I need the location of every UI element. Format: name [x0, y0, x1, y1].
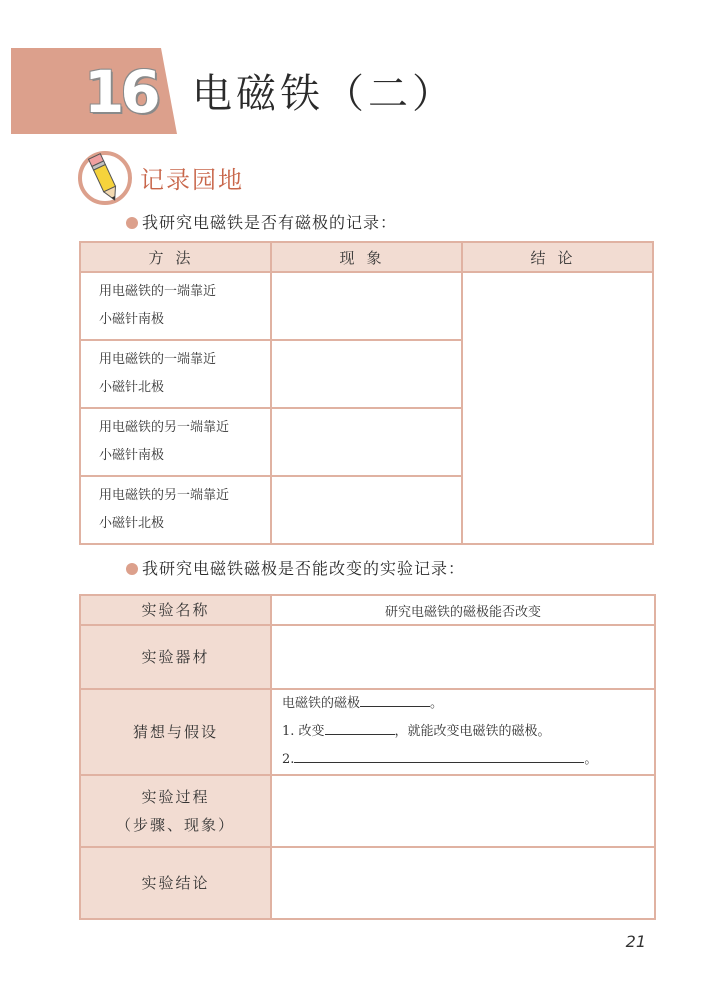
method-cell: [80, 340, 271, 408]
table-row: [80, 272, 653, 340]
table-row: [80, 847, 655, 919]
phenomenon-cell[interactable]: [271, 476, 462, 544]
method-line: 小磁针南极: [99, 312, 165, 327]
bullet-icon: [126, 563, 138, 575]
hypothesis-text: 电磁铁的磁极: [282, 696, 361, 711]
method-line: 用电磁铁的一端靠近: [99, 284, 217, 299]
phenomenon-cell[interactable]: [271, 272, 462, 340]
fill-blank[interactable]: [360, 690, 430, 707]
record1-heading-line: [126, 211, 397, 235]
process-label-line: 实验过程: [141, 788, 210, 806]
method-line: 用电磁铁的另一端靠近: [99, 488, 230, 503]
hypothesis-label: 猜想与假设: [80, 689, 271, 775]
process-label: [80, 775, 271, 847]
hypothesis-text: 。: [584, 752, 598, 767]
materials-input-cell[interactable]: [271, 625, 655, 689]
process-label-line: （步骤、现象）: [115, 816, 235, 834]
table-row: [80, 595, 655, 625]
page-number: 21: [625, 932, 646, 951]
conclusion-input-cell[interactable]: [271, 847, 655, 919]
method-cell: [80, 408, 271, 476]
phenomenon-cell[interactable]: [271, 408, 462, 476]
experiment-record-table: [79, 594, 656, 920]
method-line: 小磁针北极: [99, 380, 165, 395]
conclusion-cell[interactable]: [462, 272, 653, 544]
record2-heading-line: [126, 557, 465, 581]
method-line: 用电磁铁的一端靠近: [99, 352, 217, 367]
process-input-cell[interactable]: [271, 775, 655, 847]
hypothesis-text: 1. 改变: [282, 724, 325, 739]
column-header-phenomenon: 现象: [271, 242, 462, 272]
hypothesis-text: 。: [430, 696, 444, 711]
section-title: 记录园地: [140, 166, 244, 194]
hypothesis-cell: [271, 689, 655, 775]
conclusion-label: 实验结论: [80, 847, 271, 919]
method-cell: [80, 272, 271, 340]
bullet-icon: [126, 217, 138, 229]
column-header-method: 方法: [80, 242, 271, 272]
experiment-name-value: 研究电磁铁的磁极能否改变: [271, 595, 655, 625]
magnetic-pole-record-table: [79, 241, 654, 545]
hypothesis-line-3: [272, 746, 654, 774]
method-line: 小磁针南极: [99, 448, 165, 463]
pencil-icon: [76, 150, 134, 206]
hypothesis-line-2: [272, 718, 654, 746]
fill-blank[interactable]: [325, 718, 395, 735]
record1-heading: 我研究电磁铁是否有磁极的记录：: [142, 213, 398, 232]
chapter-number: 16: [84, 58, 157, 126]
hypothesis-line-1: [272, 690, 654, 718]
page-title: 电磁铁（二）: [192, 71, 456, 117]
materials-label: 实验器材: [80, 625, 271, 689]
fill-blank[interactable]: [294, 746, 584, 763]
phenomenon-cell[interactable]: [271, 340, 462, 408]
table-row: [80, 689, 655, 775]
experiment-name-label: 实验名称: [80, 595, 271, 625]
table-row: [80, 625, 655, 689]
method-line: 用电磁铁的另一端靠近: [99, 420, 230, 435]
method-line: 小磁针北极: [99, 516, 165, 531]
hypothesis-text: ，就能改变电磁铁的磁极。: [394, 724, 551, 739]
table-row: [80, 775, 655, 847]
method-cell: [80, 476, 271, 544]
record2-heading: 我研究电磁铁磁极是否能改变的实验记录：: [142, 559, 466, 578]
table-header-row: [80, 242, 653, 272]
column-header-conclusion: 结论: [462, 242, 653, 272]
hypothesis-text: 2.: [282, 752, 295, 767]
